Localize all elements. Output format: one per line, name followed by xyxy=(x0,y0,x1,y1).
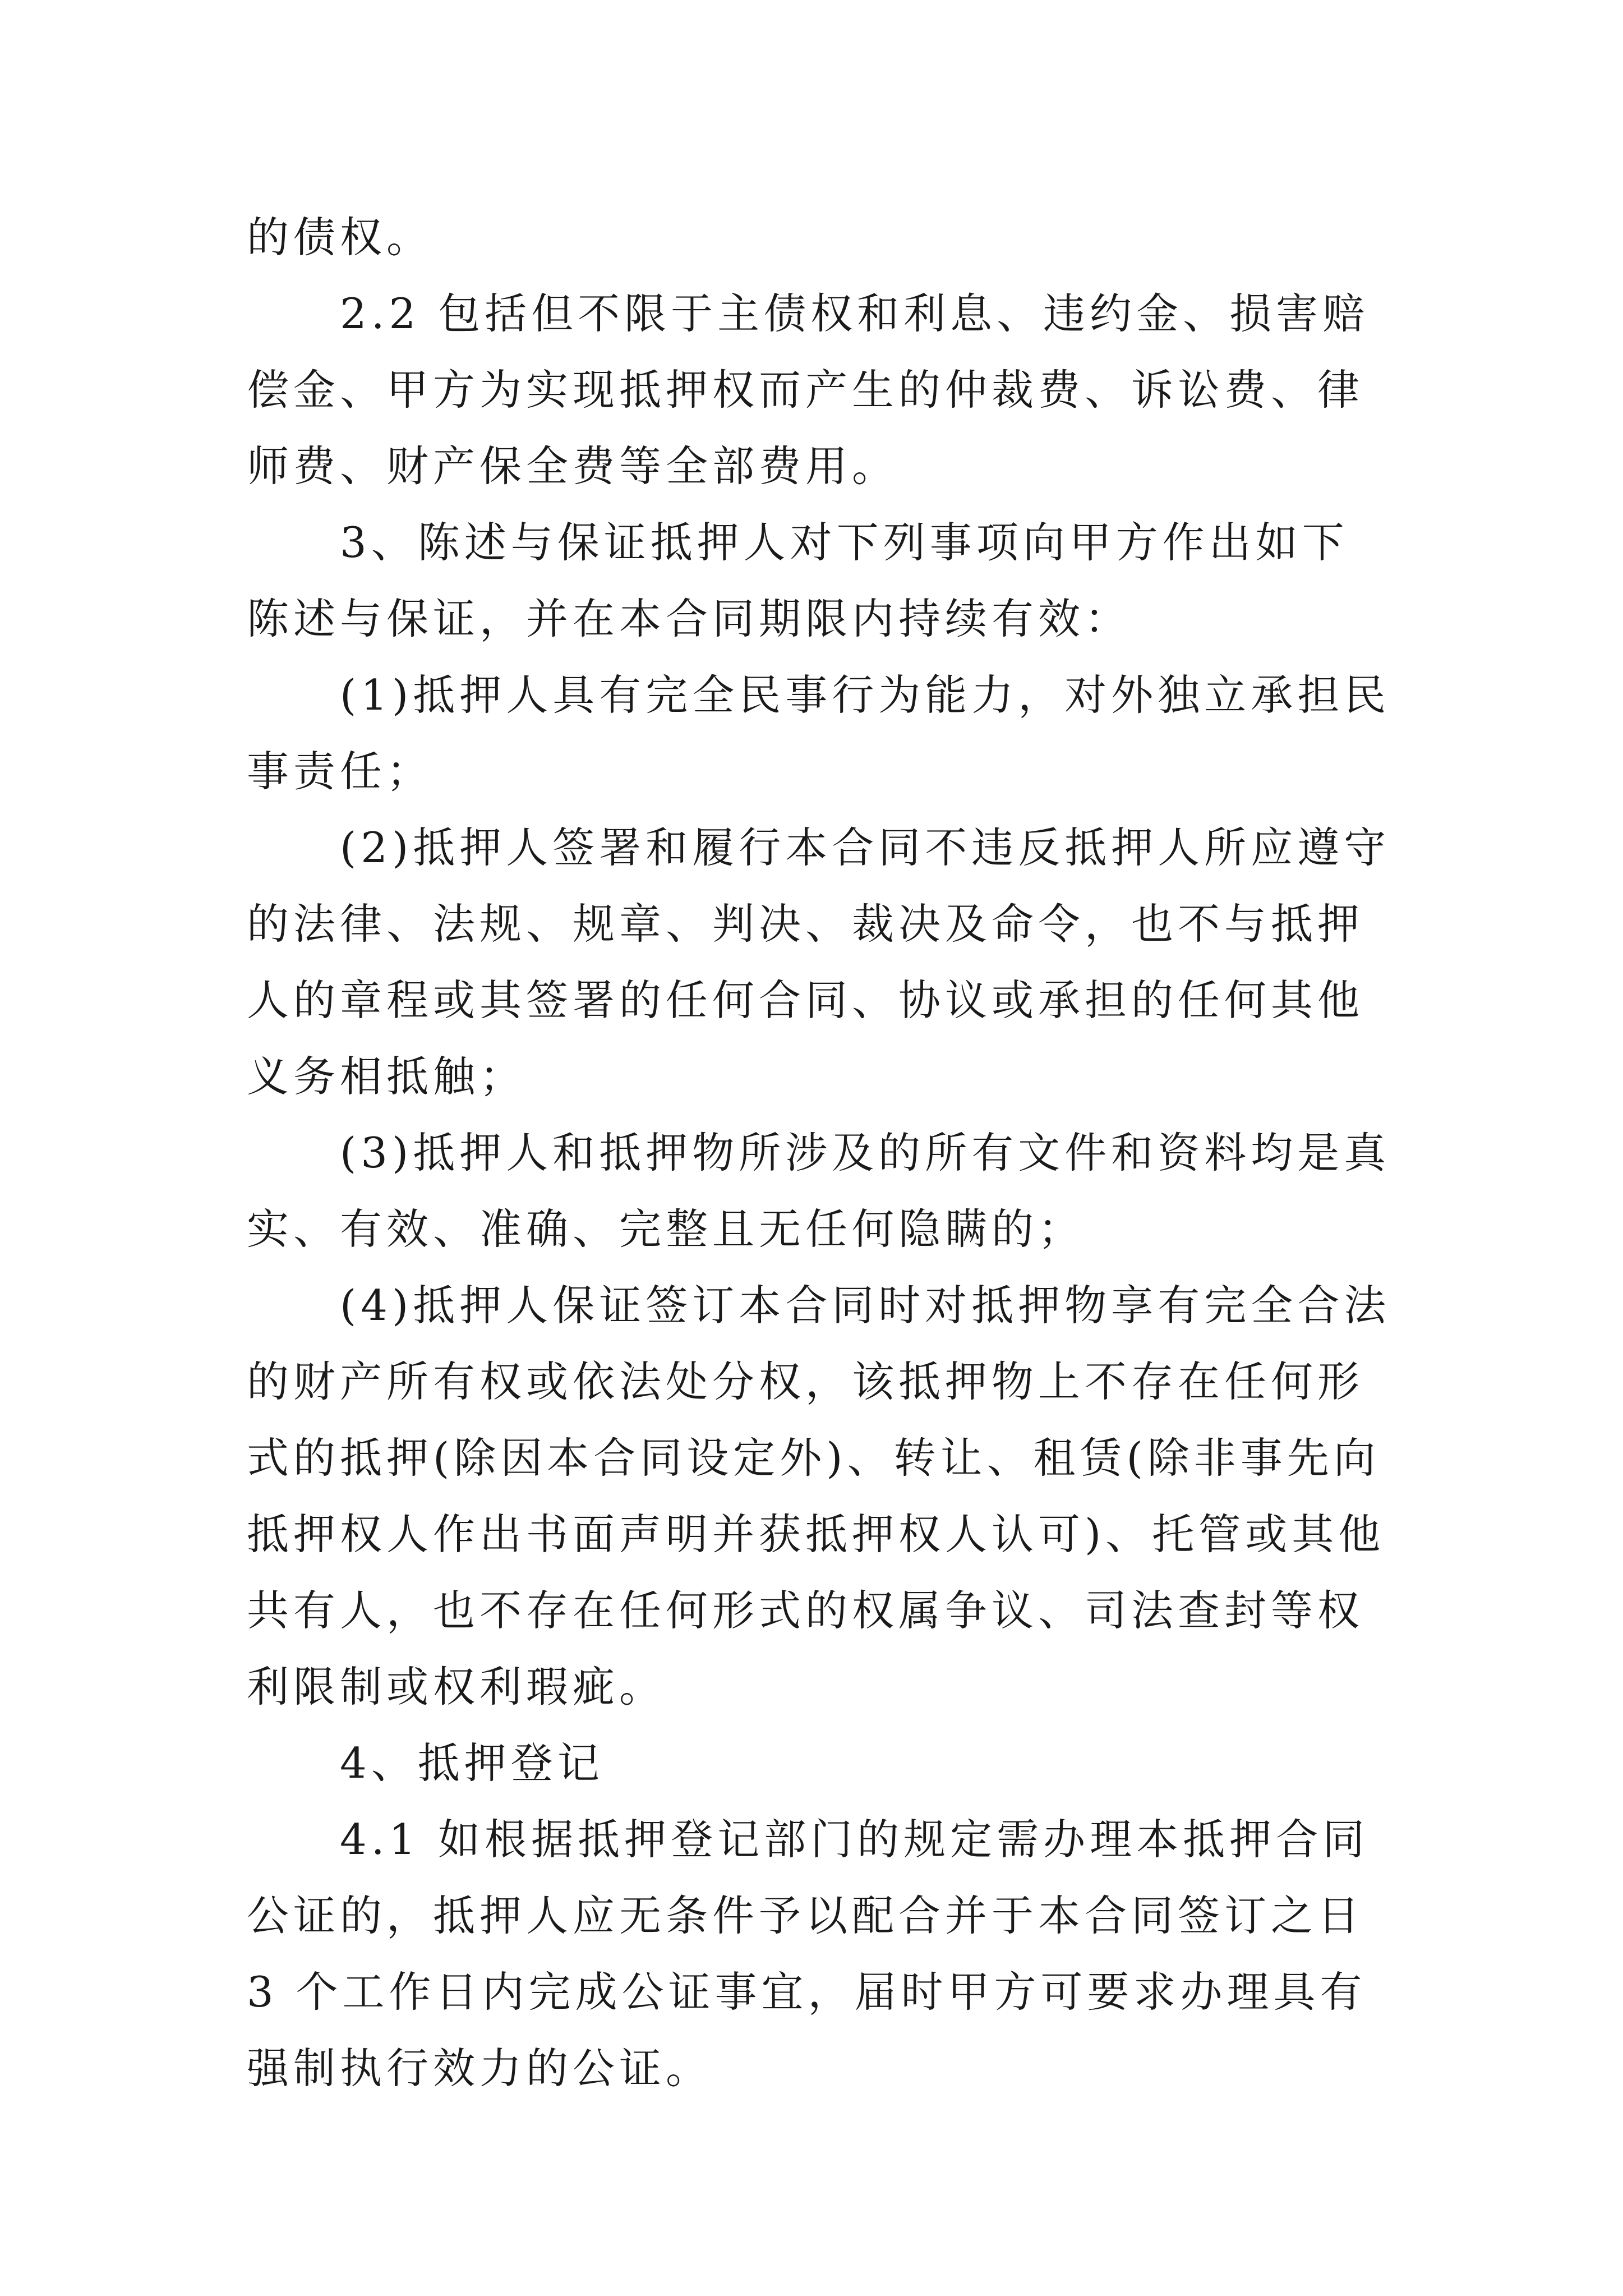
paragraph-3-1: (1)抵押人具有完全民事行为能力，对外独立承担民事责任； xyxy=(247,670,1391,796)
paragraph-3-4: (4)抵押人保证签订本合同时对抵押物享有完全合法的财产所有权或依法处分权，该抵押物上不存在任何形式的抵押(除因本合同设定外)、转让、租赁(除非事先向抵押权人作出书面声明并获抵押权人认可)、托管或其他共有人，也不存在任何形式的权属争议、司法查封等权利限制或权利瑕疵。 xyxy=(247,1281,1391,1711)
heading-4-registration: 4、抵押登记 xyxy=(340,1738,604,1788)
document-body xyxy=(247,199,1391,2106)
paragraph-4-1-notarization: 4.1 如根据抵押登记部门的规定需办理本抵押合同公证的，抵押人应无条件予以配合并于本合同签订之日 3 个工作日内完成公证事宜，届时甲方可要求办理具有强制执行效力的公证。 xyxy=(247,1815,1370,2093)
paragraph-2-2-scope: 2.2 包括但不限于主债权和利息、违约金、损害赔偿金、甲方为实现抵押权而产生的仲裁费、诉讼费、律师费、财产保全费等全部费用。 xyxy=(247,289,1370,491)
paragraph-3-representations: 3、陈述与保证抵押人对下列事项向甲方作出如下陈述与保证，并在本合同期限内持续有效： xyxy=(247,518,1349,643)
paragraph-3-3: (3)抵押人和抵押物所涉及的所有文件和资料均是真实、有效、准确、完整且无任何隐瞒的； xyxy=(247,1128,1391,1254)
paragraph-3-2: (2)抵押人签署和履行本合同不违反抵押人所应遵守的法律、法规、规章、判决、裁决及命令，也不与抵押人的章程或其签署的任何合同、协议或承担的任何其他义务相抵触； xyxy=(247,823,1391,1101)
paragraph-debt-rights: 的债权。 xyxy=(247,213,434,262)
